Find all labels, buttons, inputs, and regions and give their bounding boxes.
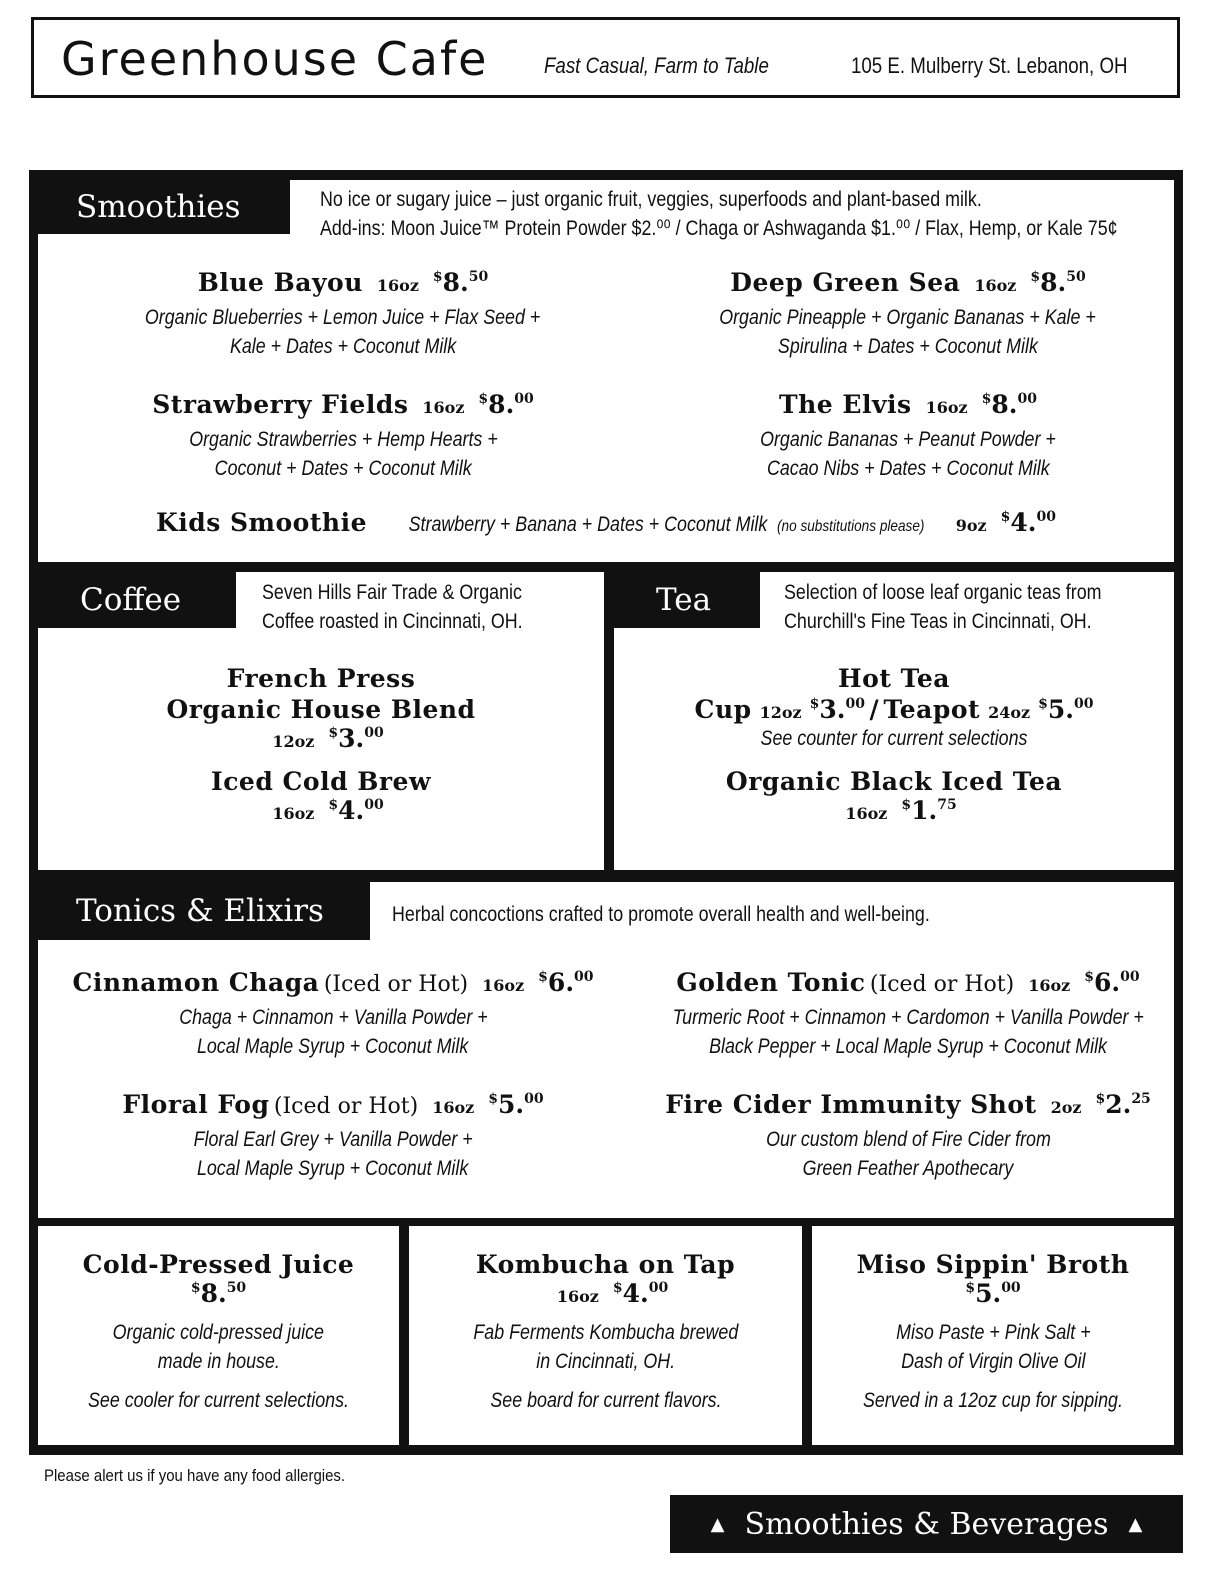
item-price: $5.00 [965,1279,1021,1308]
item-description: Kale + Dates + Coconut Milk [229,335,457,358]
item-size: 16oz [482,976,525,995]
menu-item [578,390,1224,483]
item-description: Turmeric Root + Cinnamon + Cardomon + Vanilla Powder + [672,1006,1144,1029]
item-note: (no substitutions please) [776,518,925,535]
item-name: Hot Tea [838,664,950,693]
item-description: Organic Bananas + Peanut Powder + [760,428,1056,451]
coffee-section [38,572,604,870]
item-description: in Cincinnati, OH. [536,1350,675,1373]
item-price: $8.50 [1030,268,1086,297]
item-name: Golden Tonic [676,968,866,997]
item-size: 2oz [1050,1098,1082,1117]
item-size: 16oz [376,276,419,295]
item-description: Strawberry + Banana + Dates + Coconut Milk [409,513,768,536]
item-size: 12oz [272,732,315,751]
miso-broth-section [812,1226,1174,1445]
menu-item [578,268,1224,361]
item-option: (Iced or Hot) [323,972,469,997]
allergy-note: Please alert us if you have any food allergies. [44,1466,346,1485]
item-size: 24oz [988,703,1031,722]
item-description: Floral Earl Grey + Vanilla Powder + [193,1128,473,1151]
item-name: The Elvis [779,390,912,419]
item-name: Cold-Pressed Juice [82,1250,355,1279]
item-name: Kombucha on Tap [475,1250,736,1279]
kombucha-section [409,1226,802,1445]
item-description: Spirulina + Dates + Coconut Milk [778,335,1038,358]
separator: / [869,695,880,724]
teapot-label: Teapot [883,695,981,724]
kids-smoothie [38,508,1174,541]
up-triangle-icon: ▲ [710,1513,725,1535]
item-name: Miso Sippin' Broth [856,1250,1130,1279]
smoothies-addins: Add-ins: Moon Juice™ Protein Powder $2.⁰⁰ / Chaga or Ashwaganda $1.⁰⁰ / Flax, Hemp, or Kale 75¢ [320,217,1118,240]
coffee-intro: Seven Hills Fair Trade & Organic [262,581,522,604]
item-price: $8.50 [432,268,489,297]
item-name: Organic Black Iced Tea [725,767,1063,796]
item-size: 16oz [974,276,1017,295]
smoothies-section [38,180,1174,562]
item-name: Iced Cold Brew [211,767,431,796]
section-label: Tonics & Elixirs [38,882,370,940]
item-price: $6.00 [538,968,594,997]
up-triangle-icon: ▲ [1128,1513,1143,1535]
item-price: $4.00 [612,1279,669,1308]
item-size: 9oz [955,516,987,535]
item-price: $8.50 [190,1279,247,1308]
item-price: $8.00 [981,390,1037,419]
item-note: Served in a 12oz cup for sipping. [863,1389,1123,1412]
item-description: Organic Strawberries + Hemp Hearts + [188,428,498,451]
item-size: 16oz [272,804,315,823]
item-price: $8.00 [478,390,534,419]
item-price: $3.00 [809,695,865,724]
item-note: See cooler for current selections. [88,1389,349,1412]
tonics-section [38,882,1174,1218]
item-price: $3.00 [328,724,384,753]
item-name: Organic House Blend [166,695,476,724]
item-size: 16oz [1028,976,1071,995]
item-price: $2.25 [1095,1090,1151,1119]
item-description: Dash of Virgin Olive Oil [900,1350,1086,1373]
cold-pressed-juice-section [38,1226,399,1445]
address: 105 E. Mulberry St. Lebanon, OH [851,53,1128,78]
item-price: $5.00 [488,1090,544,1119]
section-label: Coffee [38,572,236,628]
item-description: Chaga + Cinnamon + Vanilla Powder + [178,1006,488,1029]
item-description: Coconut + Dates + Coconut Milk [214,457,472,480]
item-description: Miso Paste + Pink Salt + [895,1321,1091,1344]
tonics-intro: Herbal concoctions crafted to promote overall health and well-being. [392,903,930,926]
item-price: $5.00 [1038,695,1094,724]
header [31,17,1180,98]
item-description: Green Feather Apothecary [802,1157,1014,1180]
item-price: $1.75 [901,796,957,825]
tea-intro: Churchill's Fine Teas in Cincinnati, OH. [784,610,1092,633]
item-option: (Iced or Hot) [273,1094,419,1119]
item-name: Fire Cider Immunity Shot [665,1090,1037,1119]
item-price: $4.00 [1000,508,1056,537]
item-price: $4.00 [328,796,384,825]
section-label: Tea [614,572,760,628]
item-description: Organic cold-pressed juice [112,1321,325,1344]
section-label: Smoothies [38,180,290,234]
item-name: Deep Green Sea [730,268,961,297]
menu-item [38,968,628,1061]
cup-label: Cup [694,695,752,724]
item-name: Cinnamon Chaga [72,968,320,997]
tagline: Fast Casual, Farm to Table [544,53,769,78]
item-size: 16oz [422,398,465,417]
menu-item [598,1090,1218,1183]
cafe-name: Greenhouse Cafe [61,32,489,86]
menu-item [38,1090,628,1183]
menu-item [38,664,604,825]
item-size: 16oz [432,1098,475,1117]
item-price: $6.00 [1084,968,1140,997]
item-size: 16oz [925,398,968,417]
item-name: French Press [226,664,416,693]
banner-title: Smoothies & Beverages [744,1506,1109,1542]
item-option: (Iced or Hot) [869,972,1015,997]
item-description: Our custom blend of Fire Cider from [765,1128,1051,1151]
item-size: 16oz [845,804,888,823]
item-description: See counter for current selections [760,727,1028,750]
item-description: Organic Blueberries + Lemon Juice + Flax Seed + [145,306,541,329]
item-size: 12oz [759,703,802,722]
item-name: Kids Smoothie [156,508,367,537]
item-name: Blue Bayou [197,268,363,297]
menu-item [38,268,648,361]
item-description: Black Pepper + Local Maple Syrup + Coconut Milk [709,1035,1107,1058]
item-description: made in house. [157,1350,280,1373]
item-name: Floral Fog [122,1090,270,1119]
item-size: 16oz [556,1287,599,1306]
item-note: See board for current flavors. [489,1389,722,1412]
menu-item [598,968,1218,1061]
menu-item [614,664,1174,825]
tea-intro: Selection of loose leaf organic teas from [784,581,1102,604]
item-description: Organic Pineapple + Organic Bananas + Kale + [719,306,1097,329]
coffee-intro: Coffee roasted in Cincinnati, OH. [262,610,523,633]
smoothies-intro: No ice or sugary juice – just organic fruit, veggies, superfoods and plant-based milk. [320,188,982,211]
menu-item [38,390,648,483]
item-description: Cacao Nibs + Dates + Coconut Milk [766,457,1050,480]
item-description: Fab Ferments Kombucha brewed [473,1321,738,1344]
item-description: Local Maple Syrup + Coconut Milk [197,1157,469,1180]
item-description: Local Maple Syrup + Coconut Milk [197,1035,469,1058]
menu-banner [670,1495,1183,1553]
tea-section [614,572,1174,870]
item-name: Strawberry Fields [152,390,409,419]
